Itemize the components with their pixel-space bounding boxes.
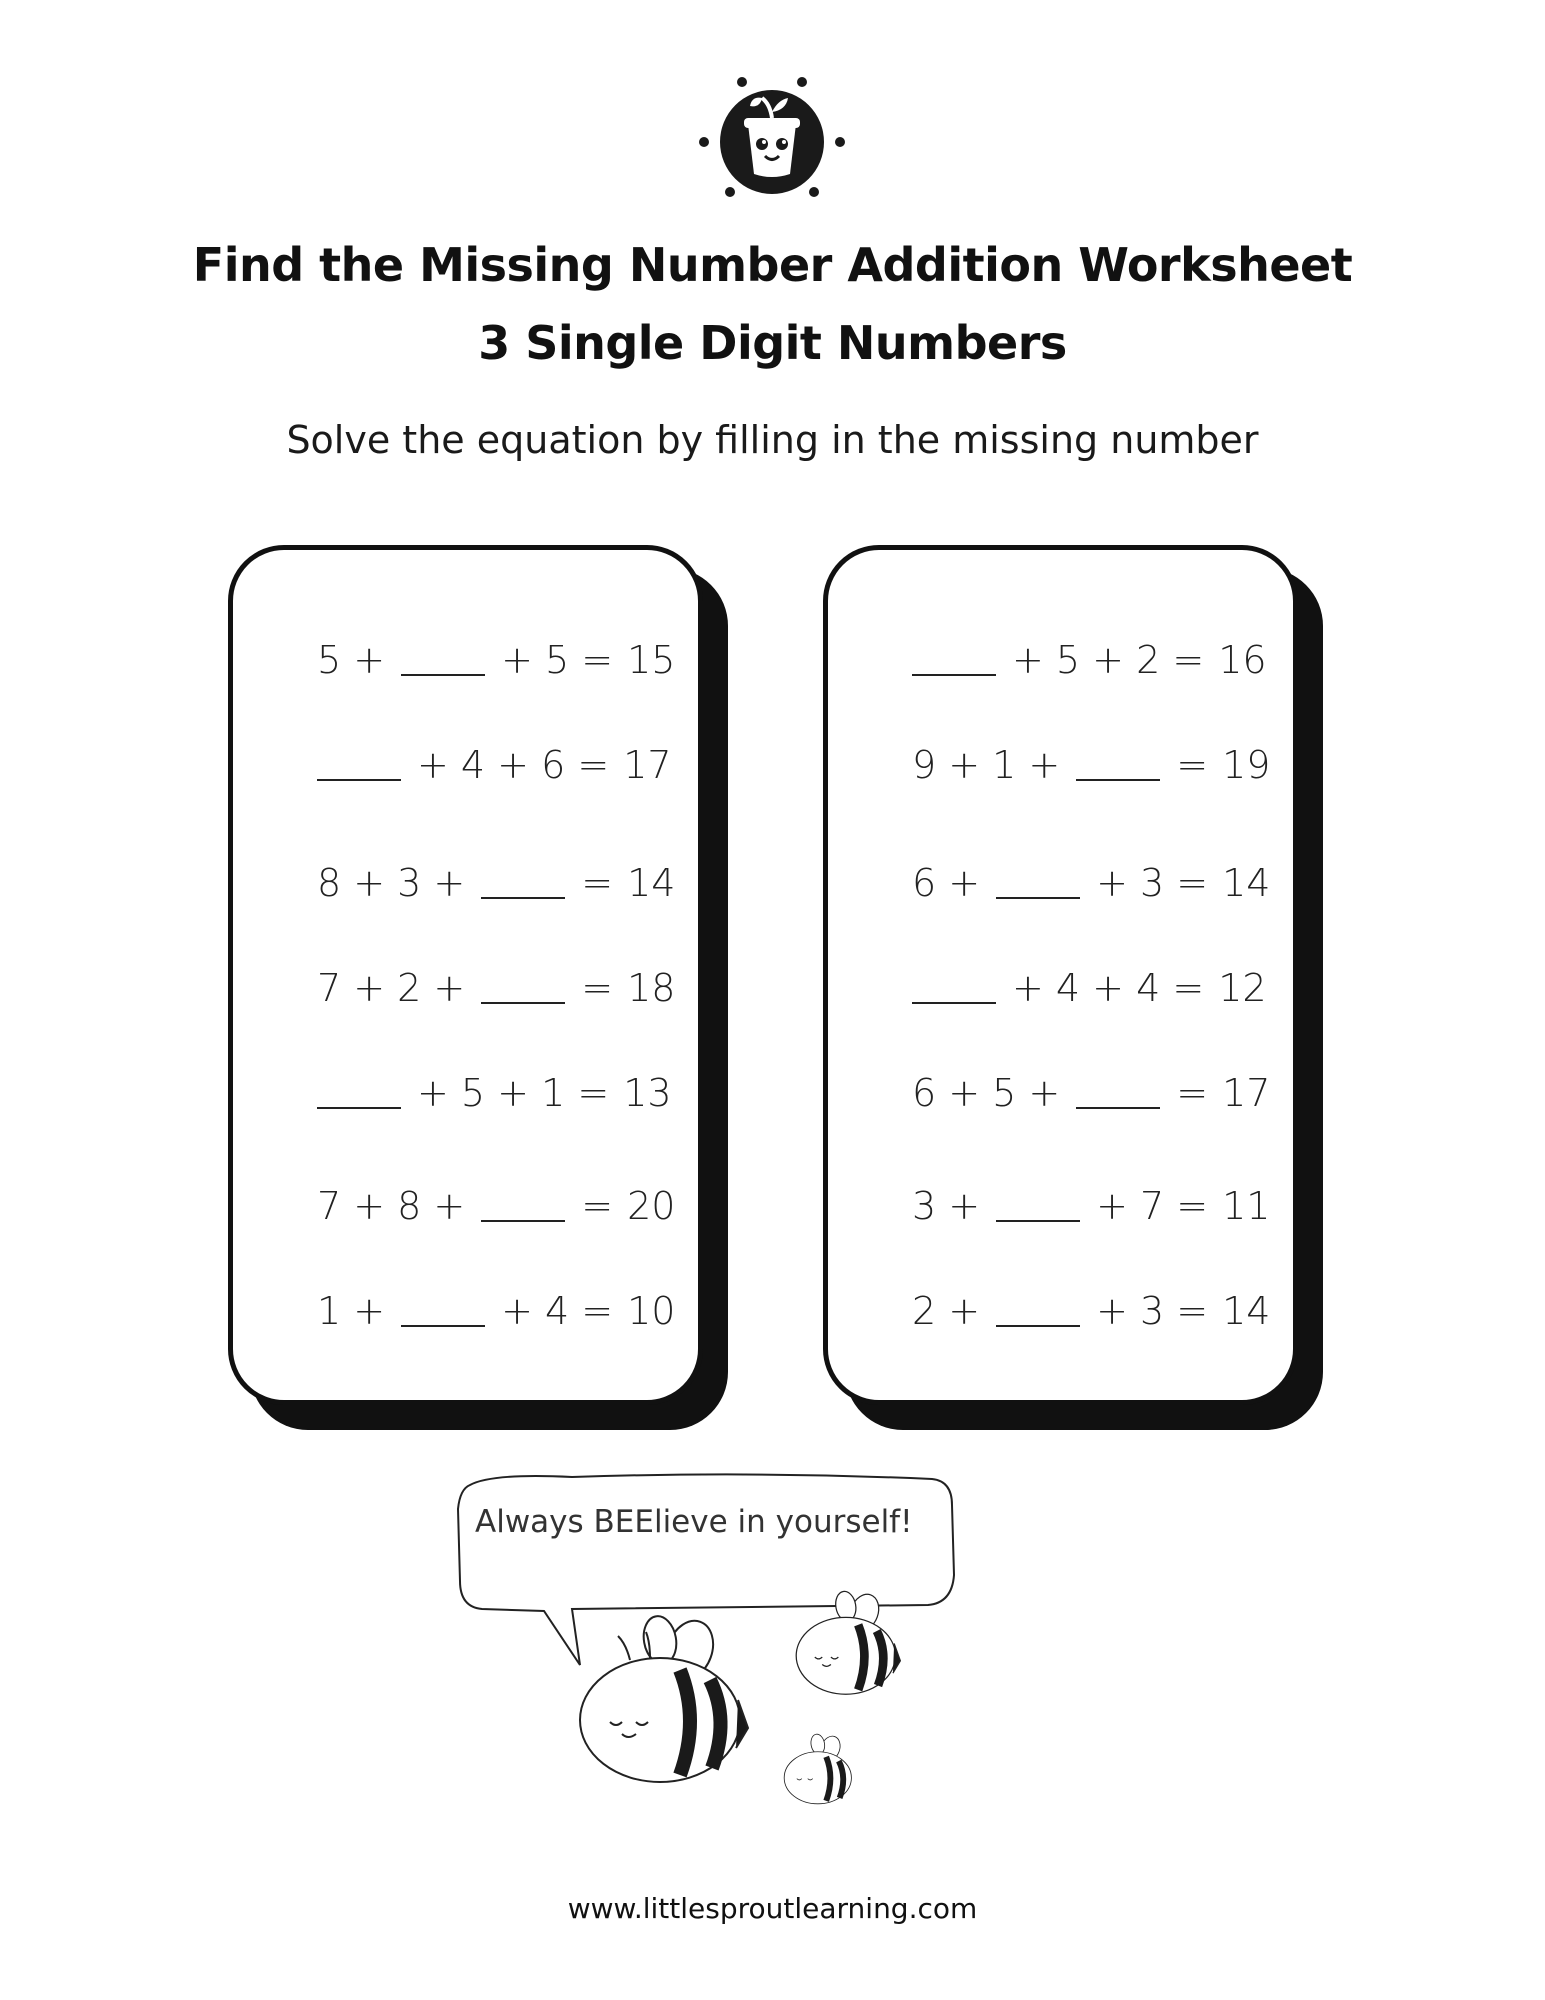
right-problem-card [823, 545, 1298, 1405]
instructions-text: Solve the equation by filling in the missing number [286, 418, 1259, 462]
answer-blank[interactable] [317, 779, 401, 781]
problem-expression: + 4 + 6 = [417, 743, 610, 787]
answer-blank[interactable] [401, 674, 485, 676]
problem-expression: 8 + 3 + [317, 861, 466, 905]
problem-expression: 2 + [912, 1289, 981, 1333]
answer-blank[interactable] [912, 674, 996, 676]
problem-row [912, 960, 1267, 1010]
problem-answer: 18 [627, 966, 676, 1010]
problem-expression: 6 + [912, 861, 981, 905]
answer-blank[interactable] [996, 897, 1080, 899]
problem-row [912, 1065, 1270, 1115]
problem-row [912, 1178, 1270, 1228]
problem-answer: 16 [1218, 638, 1267, 682]
problem-expression: + 4 = [501, 1289, 614, 1333]
worksheet-subtitle: 3 Single Digit Numbers [478, 316, 1067, 370]
problem-expression: + 7 = [1096, 1184, 1209, 1228]
problem-row [317, 960, 675, 1010]
answer-blank[interactable] [996, 1220, 1080, 1222]
problem-row [912, 632, 1267, 682]
problem-row [912, 1283, 1270, 1333]
footer-website: www.littlesproutlearning.com [567, 1892, 978, 1925]
problem-expression: = [1176, 743, 1209, 787]
problem-row [317, 1178, 675, 1228]
problem-expression: + 5 + 1 = [417, 1071, 610, 1115]
problem-answer: 14 [627, 861, 676, 905]
problem-expression: + 3 = [1096, 1289, 1209, 1333]
problem-row [317, 632, 675, 682]
problem-expression: + 5 + 2 = [1012, 638, 1205, 682]
problem-expression: 1 + [317, 1289, 386, 1333]
problem-expression: = [581, 861, 614, 905]
problem-expression: 7 + 8 + [317, 1184, 466, 1228]
problem-expression: 7 + 2 + [317, 966, 466, 1010]
worksheet-title: Find the Missing Number Addition Worksheet [192, 238, 1353, 292]
problem-row [912, 855, 1270, 905]
problem-row [317, 1065, 672, 1115]
problem-answer: 12 [1218, 966, 1267, 1010]
problem-answer: 13 [623, 1071, 672, 1115]
problem-answer: 20 [627, 1184, 676, 1228]
answer-blank[interactable] [481, 1220, 565, 1222]
problem-answer: 17 [623, 743, 672, 787]
problem-answer: 14 [1222, 1289, 1271, 1333]
problem-answer: 15 [627, 638, 676, 682]
answer-blank[interactable] [1076, 1107, 1160, 1109]
problem-expression: 9 + 1 + [912, 743, 1061, 787]
answer-blank[interactable] [1076, 779, 1160, 781]
problem-expression: = [1176, 1071, 1209, 1115]
problem-row [317, 737, 672, 787]
left-problem-card [228, 545, 703, 1405]
problem-expression: 3 + [912, 1184, 981, 1228]
answer-blank[interactable] [481, 1002, 565, 1004]
problem-answer: 11 [1222, 1184, 1271, 1228]
problem-expression: + 3 = [1096, 861, 1209, 905]
problem-row [912, 737, 1270, 787]
problem-answer: 10 [627, 1289, 676, 1333]
problem-expression: 5 + [317, 638, 386, 682]
bees-illustration [540, 1590, 980, 1830]
answer-blank[interactable] [996, 1325, 1080, 1327]
problem-answer: 19 [1222, 743, 1271, 787]
problem-answer: 14 [1222, 861, 1271, 905]
problem-row [317, 855, 675, 905]
answer-blank[interactable] [481, 897, 565, 899]
problem-expression: = [581, 966, 614, 1010]
answer-blank[interactable] [317, 1107, 401, 1109]
problem-expression: 6 + 5 + [912, 1071, 1061, 1115]
problem-row [317, 1283, 675, 1333]
speech-bubble-text: Always BEElieve in yourself! [475, 1504, 913, 1540]
problem-expression: + 4 + 4 = [1012, 966, 1205, 1010]
sprout-pot-logo-icon [682, 62, 862, 212]
answer-blank[interactable] [912, 1002, 996, 1004]
problem-answer: 17 [1222, 1071, 1271, 1115]
problem-expression: + 5 = [501, 638, 614, 682]
answer-blank[interactable] [401, 1325, 485, 1327]
problem-expression: = [581, 1184, 614, 1228]
